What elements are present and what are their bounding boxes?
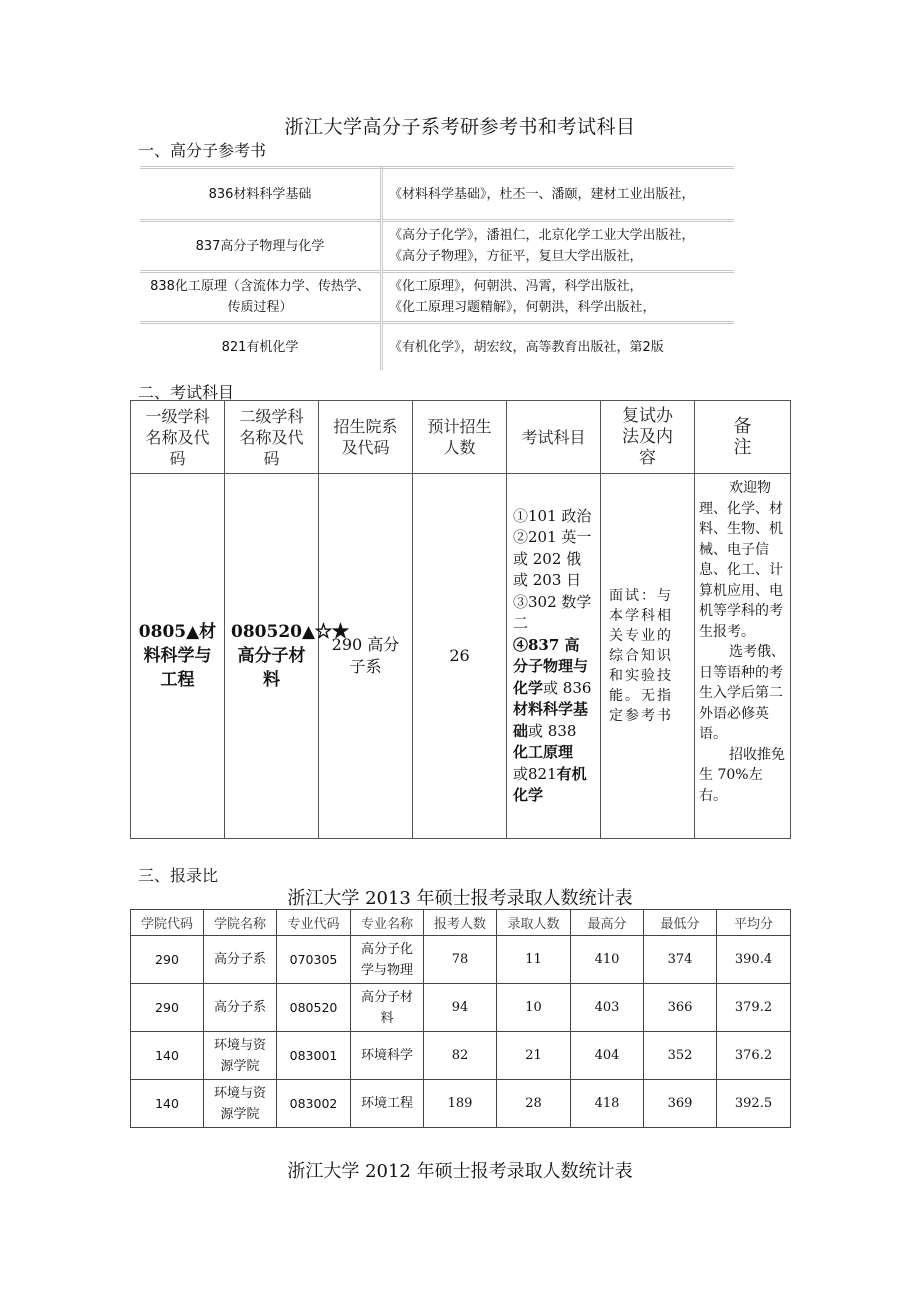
- exam-subject-cell: 837高分子物理与化学: [140, 221, 382, 272]
- reference-cell: [382, 323, 735, 371]
- subject-politics: ①101 政治: [513, 506, 592, 525]
- admission-stats-table-2013: [130, 909, 791, 1128]
- reference-cell: [382, 168, 735, 221]
- department: [319, 474, 413, 839]
- exam-subject-cell: 836材料科学基础: [140, 168, 382, 221]
- reference-book: 《高分子化学》，潘祖仁，北京化学工业大学出版社，: [389, 228, 695, 243]
- college-code-cell: 140: [131, 1032, 204, 1080]
- table-title-2013: 浙江大学 2013 年硕士报考录取人数统计表: [287, 888, 633, 909]
- remark-item: 招收推免生 70%左右。: [699, 746, 785, 804]
- max-score-cell: 410: [571, 936, 644, 984]
- college-code-cell: 290: [131, 984, 204, 1032]
- major-name-cell: 高分子材料: [351, 984, 424, 1032]
- major-name-cell: 环境工程: [351, 1080, 424, 1128]
- table-row: [131, 936, 791, 984]
- min-score-cell: 352: [644, 1032, 717, 1080]
- exam-subjects-table: [130, 400, 791, 839]
- planned-enrollment: 26: [413, 474, 507, 839]
- table-row: [140, 272, 734, 323]
- section-heading-reference-books: 一、高分子参考书: [138, 141, 267, 160]
- column-header: 备注: [695, 401, 791, 474]
- table-row: [131, 984, 791, 1032]
- reference-books-table: [140, 166, 734, 370]
- major-code-cell: 070305: [277, 936, 351, 984]
- table-row: [131, 1080, 791, 1128]
- college-code-cell: 140: [131, 1080, 204, 1128]
- college-name-cell: 高分子系: [204, 936, 277, 984]
- avg-score-cell: 392.5: [717, 1080, 791, 1128]
- reference-book: 《化工原理》，何朝洪、冯霄，科学出版社，: [389, 279, 643, 294]
- reference-book: 《有机化学》，胡宏纹，高等教育出版社，第2版: [389, 339, 664, 355]
- college-name-cell: 环境与资源学院: [204, 1032, 277, 1080]
- subject-math: ③302 数学二: [513, 592, 592, 632]
- department-text: 290 高分子系: [331, 635, 400, 676]
- column-header: 报考人数: [424, 910, 497, 936]
- major-name-cell: 环境科学: [351, 1032, 424, 1080]
- college-name-cell: 高分子系: [204, 984, 277, 1032]
- college-code-cell: 290: [131, 936, 204, 984]
- retest-method: 面试：与本学科相关专业的综合知识和实验技能。无指定参考书: [601, 474, 695, 839]
- column-header: 录取人数: [497, 910, 571, 936]
- section-heading-admission-ratio: 三、报录比: [138, 866, 219, 885]
- avg-score-cell: 379.2: [717, 984, 791, 1032]
- reference-book: 《材料科学基础》，杜丕一、潘颐，建材工业出版社，: [389, 186, 695, 202]
- subject-836: 材料科学基础: [513, 700, 589, 740]
- column-header: 二级学科名称及代码: [225, 401, 319, 474]
- reference-cell: [382, 221, 735, 272]
- exam-subjects: [507, 474, 601, 839]
- column-header: 最高分: [571, 910, 644, 936]
- column-header: 平均分: [717, 910, 791, 936]
- max-score-cell: 403: [571, 984, 644, 1032]
- table-row: [140, 323, 734, 371]
- applicants-cell: 94: [424, 984, 497, 1032]
- column-header: 考试科目: [507, 401, 601, 474]
- document-title: 浙江大学高分子系考研参考书和考试科目: [284, 116, 636, 138]
- min-score-cell: 366: [644, 984, 717, 1032]
- min-score-cell: 374: [644, 936, 717, 984]
- column-header: 专业名称: [351, 910, 424, 936]
- max-score-cell: 404: [571, 1032, 644, 1080]
- applicants-cell: 82: [424, 1032, 497, 1080]
- min-score-cell: 369: [644, 1080, 717, 1128]
- table-header-row: [131, 401, 791, 474]
- reference-cell: [382, 272, 735, 323]
- college-name-cell: 环境与资源学院: [204, 1080, 277, 1128]
- table-row: [131, 1032, 791, 1080]
- admitted-cell: 11: [497, 936, 571, 984]
- first-level-discipline: 0805▲材料科学与工程: [131, 474, 225, 839]
- major-name-cell: 高分子化学与物理: [351, 936, 424, 984]
- or-838: 或 838: [528, 721, 577, 740]
- subject-foreign-language: ②201 英一或 202 俄或 203 日: [513, 528, 592, 589]
- reference-book: 《高分子物理》，方征平，复旦大学出版社，: [389, 249, 643, 264]
- or-836: 或 836: [543, 678, 592, 697]
- table-row: [140, 221, 734, 272]
- remark-item: 选考俄、日等语种的考生入学后第二外语必修英语。: [699, 644, 785, 742]
- column-header: 预计招生人数: [413, 401, 507, 474]
- major-code-cell: 083001: [277, 1032, 351, 1080]
- table-row: [131, 474, 791, 839]
- column-header: 学院代码: [131, 910, 204, 936]
- remarks: [695, 474, 791, 839]
- applicants-cell: 78: [424, 936, 497, 984]
- subject-838: 化工原理: [513, 743, 574, 761]
- subject-837: ④837 高分子物理与化学: [513, 635, 589, 697]
- subject-821: 有机化学: [513, 764, 587, 804]
- major-code-cell: 080520: [277, 984, 351, 1032]
- table-header-row: [131, 910, 791, 936]
- subject-line: 838化工原理（含流体力学、传热学、: [150, 279, 370, 294]
- column-header: 最低分: [644, 910, 717, 936]
- avg-score-cell: 376.2: [717, 1032, 791, 1080]
- column-header: 专业代码: [277, 910, 351, 936]
- or-821: 或821: [513, 764, 557, 783]
- admitted-cell: 21: [497, 1032, 571, 1080]
- admitted-cell: 10: [497, 984, 571, 1032]
- reference-book: 《化工原理习题精解》，何朝洪，科学出版社，: [389, 300, 656, 315]
- column-header: 一级学科名称及代码: [131, 401, 225, 474]
- column-header: 学院名称: [204, 910, 277, 936]
- exam-subject-cell: [140, 272, 382, 323]
- section-heading-exam-subjects: 二、考试科目: [138, 383, 235, 402]
- column-header: 复试办法及内容: [601, 401, 695, 474]
- applicants-cell: 189: [424, 1080, 497, 1128]
- admitted-cell: 28: [497, 1080, 571, 1128]
- max-score-cell: 418: [571, 1080, 644, 1128]
- second-level-discipline: 080520▲☆★ 高分子材料: [225, 474, 319, 839]
- exam-subject-cell: 821有机化学: [140, 323, 382, 371]
- subject-line: 传质过程）: [227, 300, 293, 315]
- major-code-cell: 083002: [277, 1080, 351, 1128]
- avg-score-cell: 390.4: [717, 936, 791, 984]
- table-title-2012: 浙江大学 2012 年硕士报考录取人数统计表: [287, 1161, 633, 1182]
- column-header: 招生院系及代码: [319, 401, 413, 474]
- table-row: [140, 168, 734, 221]
- remark-item: 欢迎物理、化学、材料、生物、机械、电子信息、化工、计算机应用、电机等学科的考生报考。: [699, 480, 783, 640]
